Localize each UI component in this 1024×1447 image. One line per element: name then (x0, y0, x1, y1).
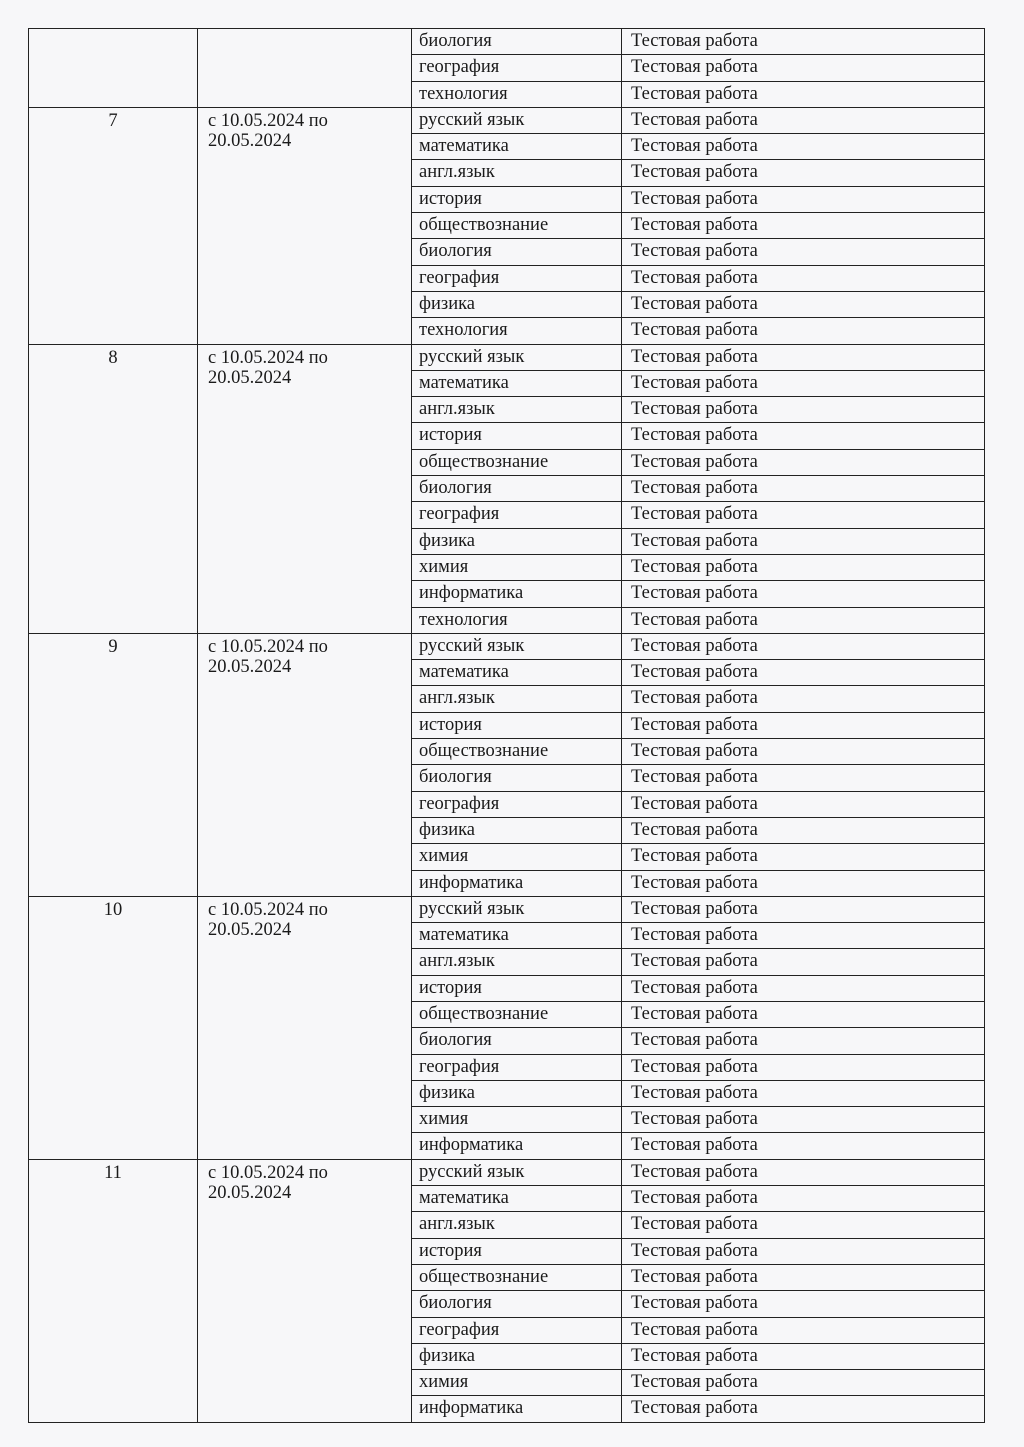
subject-cell: физика (412, 1343, 622, 1369)
work-type-cell: Тестовая работа (622, 817, 985, 843)
work-type-cell: Тестовая работа (622, 502, 985, 528)
work-type-cell: Тестовая работа (622, 975, 985, 1001)
subject-cell: математика (412, 134, 622, 160)
work-type-cell: Тестовая работа (622, 291, 985, 317)
subject-cell: обществознание (412, 739, 622, 765)
subject-cell: технология (412, 81, 622, 107)
work-type-cell: Тестовая работа (622, 607, 985, 633)
subject-cell: география (412, 55, 622, 81)
subject-cell: физика (412, 1080, 622, 1106)
assessment-schedule-table (28, 28, 985, 1423)
subject-cell: математика (412, 370, 622, 396)
subject-cell: русский язык (412, 896, 622, 922)
work-type-cell: Тестовая работа (622, 1212, 985, 1238)
period-cell: с 10.05.2024 по 20.05.2024 (198, 344, 412, 633)
subject-cell: англ.язык (412, 686, 622, 712)
work-type-cell: Тестовая работа (622, 633, 985, 659)
work-type-cell: Тестовая работа (622, 686, 985, 712)
subject-cell: история (412, 423, 622, 449)
subject-cell: англ.язык (412, 160, 622, 186)
subject-cell: обществознание (412, 1001, 622, 1027)
table-row (29, 896, 985, 922)
subject-cell: обществознание (412, 449, 622, 475)
subject-cell: история (412, 186, 622, 212)
period-cell: с 10.05.2024 по 20.05.2024 (198, 1159, 412, 1422)
grade-cell: 11 (29, 1159, 198, 1422)
work-type-cell: Тестовая работа (622, 1186, 985, 1212)
work-type-cell: Тестовая работа (622, 29, 985, 55)
subject-cell: математика (412, 923, 622, 949)
work-type-cell: Тестовая работа (622, 265, 985, 291)
work-type-cell: Тестовая работа (622, 1291, 985, 1317)
subject-cell: англ.язык (412, 397, 622, 423)
work-type-cell: Тестовая работа (622, 476, 985, 502)
subject-cell: история (412, 712, 622, 738)
grade-cell (29, 29, 198, 108)
subject-cell: русский язык (412, 107, 622, 133)
grade-cell: 9 (29, 633, 198, 896)
subject-cell: химия (412, 554, 622, 580)
table-row (29, 344, 985, 370)
work-type-cell: Тестовая работа (622, 765, 985, 791)
table-row (29, 1159, 985, 1185)
subject-cell: биология (412, 29, 622, 55)
subject-cell: география (412, 791, 622, 817)
subject-cell: химия (412, 1107, 622, 1133)
work-type-cell: Тестовая работа (622, 712, 985, 738)
work-type-cell: Тестовая работа (622, 1264, 985, 1290)
work-type-cell: Тестовая работа (622, 370, 985, 396)
subject-cell: русский язык (412, 633, 622, 659)
period-cell: с 10.05.2024 по 20.05.2024 (198, 896, 412, 1159)
table-row (29, 107, 985, 133)
schedule-body (29, 29, 985, 1423)
grade-cell: 7 (29, 107, 198, 344)
period-cell: с 10.05.2024 по 20.05.2024 (198, 107, 412, 344)
work-type-cell: Тестовая работа (622, 1159, 985, 1185)
subject-cell: информатика (412, 1133, 622, 1159)
subject-cell: биология (412, 765, 622, 791)
work-type-cell: Тестовая работа (622, 1238, 985, 1264)
subject-cell: обществознание (412, 1264, 622, 1290)
subject-cell: математика (412, 1186, 622, 1212)
work-type-cell: Тестовая работа (622, 581, 985, 607)
subject-cell: англ.язык (412, 949, 622, 975)
subject-cell: география (412, 502, 622, 528)
subject-cell: физика (412, 817, 622, 843)
subject-cell: русский язык (412, 344, 622, 370)
subject-cell: биология (412, 1291, 622, 1317)
subject-cell: информатика (412, 1396, 622, 1422)
work-type-cell: Тестовая работа (622, 1080, 985, 1106)
subject-cell: химия (412, 844, 622, 870)
work-type-cell: Тестовая работа (622, 1370, 985, 1396)
subject-cell: химия (412, 1370, 622, 1396)
work-type-cell: Тестовая работа (622, 1001, 985, 1027)
subject-cell: история (412, 975, 622, 1001)
subject-cell: биология (412, 476, 622, 502)
work-type-cell: Тестовая работа (622, 107, 985, 133)
subject-cell: физика (412, 291, 622, 317)
work-type-cell: Тестовая работа (622, 1054, 985, 1080)
work-type-cell: Тестовая работа (622, 160, 985, 186)
table-row (29, 633, 985, 659)
subject-cell: обществознание (412, 213, 622, 239)
work-type-cell: Тестовая работа (622, 423, 985, 449)
subject-cell: англ.язык (412, 1212, 622, 1238)
work-type-cell: Тестовая работа (622, 318, 985, 344)
work-type-cell: Тестовая работа (622, 739, 985, 765)
work-type-cell: Тестовая работа (622, 844, 985, 870)
grade-cell: 8 (29, 344, 198, 633)
subject-cell: история (412, 1238, 622, 1264)
subject-cell: математика (412, 660, 622, 686)
work-type-cell: Тестовая работа (622, 791, 985, 817)
work-type-cell: Тестовая работа (622, 186, 985, 212)
subject-cell: география (412, 265, 622, 291)
subject-cell: технология (412, 318, 622, 344)
work-type-cell: Тестовая работа (622, 870, 985, 896)
work-type-cell: Тестовая работа (622, 949, 985, 975)
work-type-cell: Тестовая работа (622, 81, 985, 107)
work-type-cell: Тестовая работа (622, 1343, 985, 1369)
work-type-cell: Тестовая работа (622, 134, 985, 160)
work-type-cell: Тестовая работа (622, 239, 985, 265)
work-type-cell: Тестовая работа (622, 896, 985, 922)
subject-cell: физика (412, 528, 622, 554)
subject-cell: информатика (412, 581, 622, 607)
work-type-cell: Тестовая работа (622, 344, 985, 370)
work-type-cell: Тестовая работа (622, 528, 985, 554)
table-row (29, 29, 985, 55)
work-type-cell: Тестовая работа (622, 1028, 985, 1054)
subject-cell: информатика (412, 870, 622, 896)
work-type-cell: Тестовая работа (622, 554, 985, 580)
work-type-cell: Тестовая работа (622, 449, 985, 475)
period-cell: с 10.05.2024 по 20.05.2024 (198, 633, 412, 896)
work-type-cell: Тестовая работа (622, 1133, 985, 1159)
work-type-cell: Тестовая работа (622, 397, 985, 423)
grade-cell: 10 (29, 896, 198, 1159)
work-type-cell: Тестовая работа (622, 55, 985, 81)
period-cell (198, 29, 412, 108)
subject-cell: русский язык (412, 1159, 622, 1185)
work-type-cell: Тестовая работа (622, 1317, 985, 1343)
work-type-cell: Тестовая работа (622, 213, 985, 239)
work-type-cell: Тестовая работа (622, 1396, 985, 1422)
subject-cell: биология (412, 1028, 622, 1054)
work-type-cell: Тестовая работа (622, 660, 985, 686)
work-type-cell: Тестовая работа (622, 1107, 985, 1133)
subject-cell: биология (412, 239, 622, 265)
subject-cell: география (412, 1317, 622, 1343)
subject-cell: география (412, 1054, 622, 1080)
work-type-cell: Тестовая работа (622, 923, 985, 949)
subject-cell: технология (412, 607, 622, 633)
